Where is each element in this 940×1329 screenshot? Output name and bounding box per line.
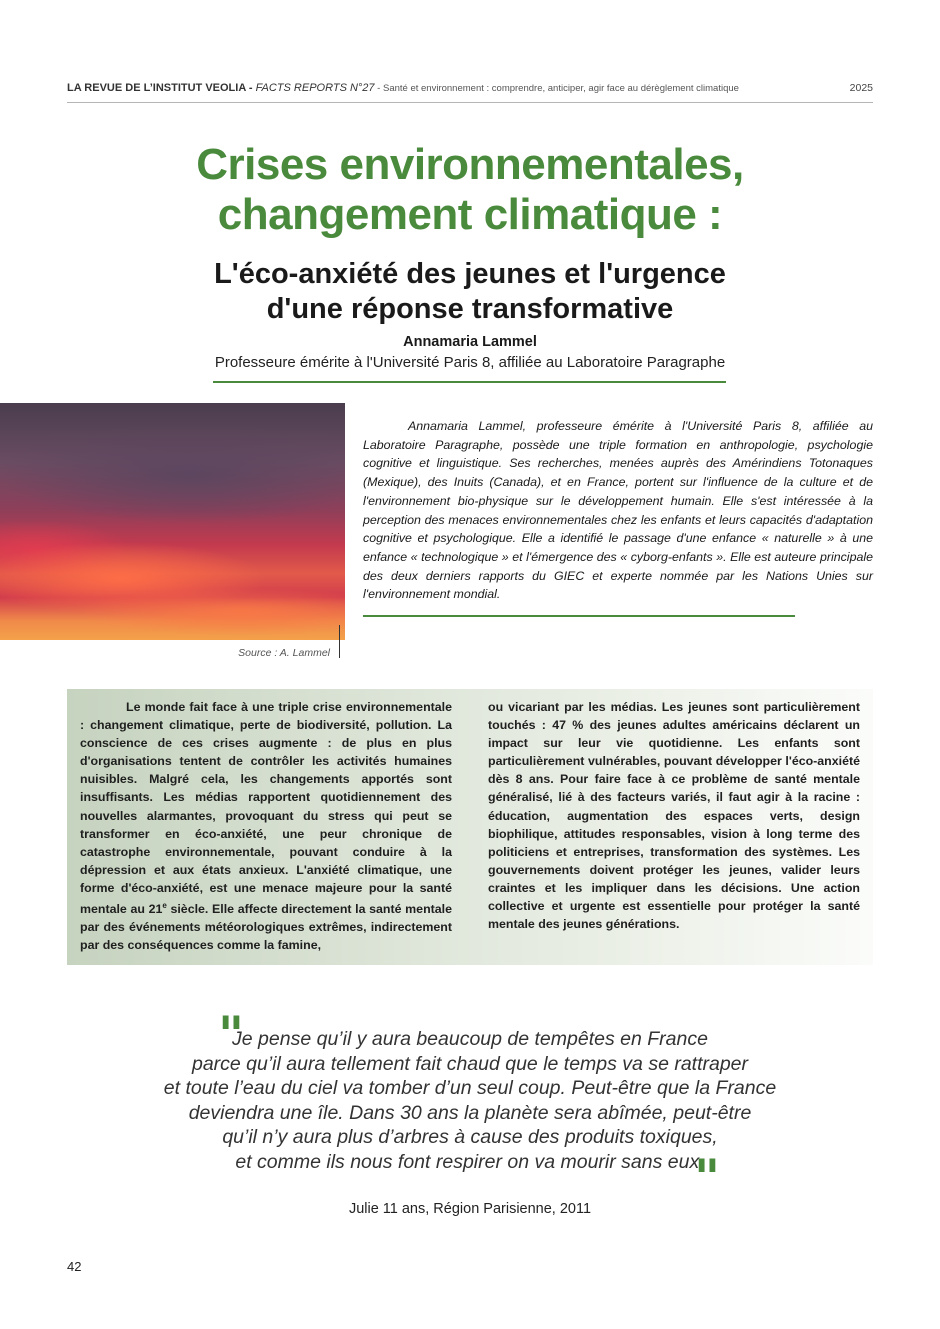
abstract-column-1 — [80, 698, 452, 954]
quote-line: et comme ils nous font respirer on va mourir sans eux. — [235, 1150, 705, 1173]
article-title — [100, 140, 840, 240]
quote-line: et toute l’eau du ciel va tomber d’un seul coup. Peut-être que la France — [163, 1077, 777, 1099]
issue-theme: - Santé et environnement : comprendre, anticiper, agir face au dérèglement climatique — [374, 83, 739, 94]
page-number: 42 — [67, 1259, 82, 1274]
author-affiliation: Professeure émérite à l'Université Paris 8, affiliée au Laboratoire Paragraphe — [214, 354, 726, 371]
quote-line: qu’il n’y aura plus d’arbres à cause des produits toxiques, — [222, 1126, 718, 1148]
quote-line: parce qu’il aura tellement fait chaud que le temps va se rattraper — [191, 1052, 749, 1075]
abstract-text-1a: Le monde fait face à une triple crise environnementale : changement climatique, perte de biodiversité, pollution. La conscience de ces crises augmente : de plus en plus d'organisations tentent de contrôler les activités humaines nuisibles. Malgré cela, les changements apportés sont insuffisants. Les médias rapportent quotidiennement des nouvelles alarmantes, provoquant du stress qui peut se transformer en éco-anxiété, une peur chronique de catastrophe environnementale, pouvant conduire à la dépression et aux états anxieux. L'anxiété climatique, une forme d'éco-anxiété, est une menace majeure pour la santé mentale au 21 — [80, 700, 452, 917]
title-divider — [213, 381, 726, 383]
header-left — [67, 82, 739, 94]
quote-line: Je pense qu’il y aura beaucoup de tempêtes en France — [232, 1028, 708, 1050]
author-bio-text: Annamaria Lammel, professeure émérite à l'Université Paris 8, affiliée au Laboratoire Paragraphe, possède une triple formation en anthropologie, psychologie cognitive et linguistique. Ses recherches, menées auprès des Amérindiens Totonaques (Mexique), des Inuits (Canada), et en France, portent sur l'influence de la culture et de l'environnement bio-physique sur le développement humain. Elle s'est intéressée à la perception des menaces environnementales chez les enfants et leurs capacités d'adaptation cognitive et psychologique. Elle a identifié le passage d'une enfance « naturelle » à une enfance « technologique » et l'émergence des « cyborg-enfants ». Elle est auteure principale des deux derniers rapports du GIEC et experte nommée par les Nations Unies sur l'environnement mondial. — [363, 419, 873, 602]
series-name: FACTS REPORTS N°27 — [255, 82, 375, 94]
abstract-column-2 — [488, 698, 860, 933]
abstract-text-1b: siècle. Elle affecte directement la santé mentale par des événements météorologiques extrêmes, indirectement par des conséquences comme la famine, — [80, 902, 452, 953]
subtitle-line-2: d'une réponse transformative — [266, 293, 674, 325]
abstract-paragraph-1 — [80, 698, 452, 954]
title-line-1: Crises environnementales, — [196, 140, 744, 189]
abstract-paragraph-2: ou vicariant par les médias. Les jeunes sont particulièrement touchés : 47 % des jeunes adultes américains déclarent un impact sur leur vie quotidienne. Les enfants sont particulièrement vulnérables, pouvant développer l'éco-anxiété dès 8 ans. Pour faire face à ce problème de santé mentale généralisé, lié à des facteurs variés, il faut agir à la racine : éducation, augmentation des espaces verts, design biophilique, attitudes responsables, vision à long terme des politiciens et entreprises, transformation des systèmes. Les gouvernements doivent protéger les jeunes, valider leurs craintes et les impliquer dans les décisions. Une action collective et urgente est essentielle pour protéger la santé mentale des jeunes générations. — [488, 700, 860, 932]
title-line-2: changement climatique : — [217, 190, 723, 239]
sunset-sky-photo — [0, 403, 345, 640]
century-superscript: e — [162, 901, 167, 911]
running-header — [67, 80, 873, 103]
open-quote-icon: " — [218, 1005, 245, 1064]
header-year: 2025 — [849, 82, 873, 94]
quote-attribution: Julie 11 ans, Région Parisienne, 2011 — [348, 1201, 592, 1217]
author-bio — [363, 417, 873, 604]
caption-leader-line — [339, 625, 340, 658]
photo-caption: Source : A. Lammel — [238, 647, 330, 659]
close-quote-icon: " — [694, 1148, 721, 1207]
bio-divider — [363, 615, 795, 617]
journal-name: LA REVUE DE L’INSTITUT VEOLIA - — [67, 82, 256, 94]
subtitle-line-1: L'éco-anxiété des jeunes et l'urgence — [214, 258, 726, 290]
author-name: Annamaria Lammel — [403, 334, 537, 350]
quote-line: deviendra une île. Dans 30 ans la planète sera abîmée, peut-être — [188, 1101, 752, 1124]
article-subtitle — [120, 257, 820, 327]
